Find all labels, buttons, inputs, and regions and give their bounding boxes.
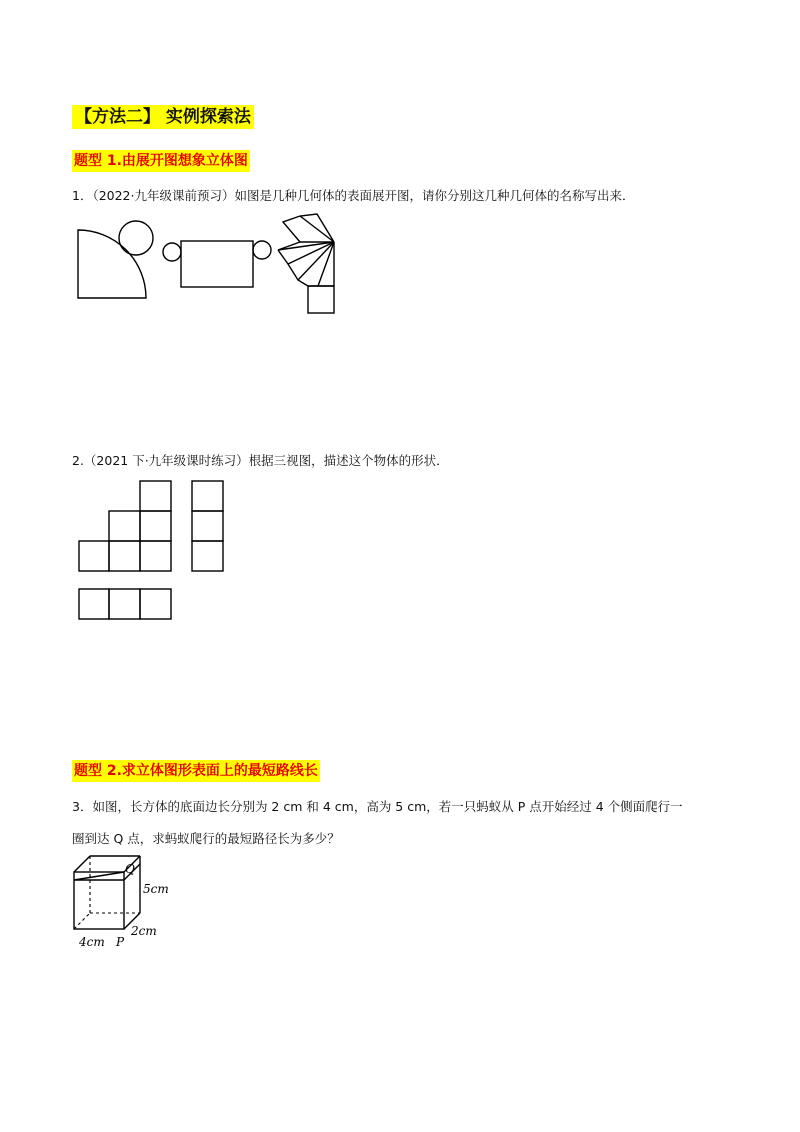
method-heading: 【方法二】 实例探索法: [72, 105, 254, 129]
label-depth: 2cm: [131, 924, 157, 938]
question-3-line1: 3．如图，长方体的底面边长分别为 2 cm 和 4 cm，高为 5 cm，若一只蚂蚁从 P 点开始经过 4 个侧面爬行一: [72, 799, 683, 814]
question-3-line2: 圈到达 Q 点，求蚂蚁爬行的最短路径长为多少？: [72, 831, 340, 846]
section-heading-type2: 题型 2.求立体图形表面上的最短路线长: [72, 760, 320, 782]
question-1-text: 1．（2022·九年级课前预习）如图是几种几何体的表面展开图，请你分别这几种几何体的名称写出来．: [72, 188, 635, 203]
label-p: P: [116, 935, 125, 949]
label-q: Q: [125, 862, 135, 876]
label-height: 5cm: [143, 882, 169, 896]
label-width: 4cm: [79, 935, 105, 949]
question-2-text: 2.（2021 下·九年级课时练习）根据三视图，描述这个物体的形状．: [72, 453, 449, 468]
section-heading-type1: 题型 1.由展开图想象立体图: [72, 150, 250, 172]
